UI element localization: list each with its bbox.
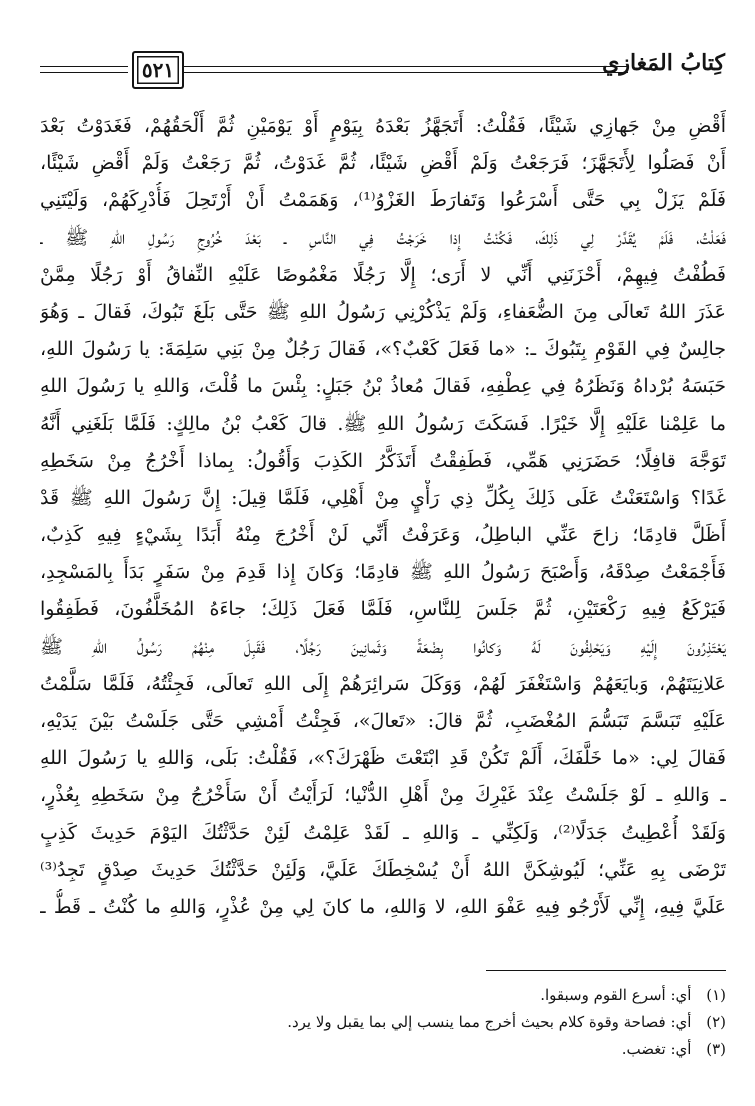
footnote-text: أي: أسرع القوم وسبقوا. bbox=[540, 986, 692, 1004]
text-line: حَبَسَهُ بُرْداهُ وَنَظَرُهُ فِي عِطْفِهِ، فَقالَ مُعاذُ بْنُ جَبَلٍ: بِئْسَ ما قُلْتَ، وَاللهِ يا رَسُولَ اللهِ bbox=[40, 375, 726, 398]
header-rule-left-top bbox=[40, 66, 128, 67]
footnotes bbox=[200, 982, 726, 1063]
text-line: فَطُفْتُ فِيهِمْ، أَحْزَنَنِي أَنِّي لا أَرَى؛ إِلَّا رَجُلًا مَغْمُوصًا عَلَيْهِ النِّفاقُ أَوْ رَجُلًا مِمَّنْ bbox=[40, 263, 726, 286]
text-line: عَلَيَّ فِيهِ، إِنِّي لَأَرْجُو فِيهِ عَفْوَ اللهِ، لا وَاللهِ، ما كانَ لِي مِنْ عُذْرٍ، وَاللهِ ما كُنْتُ ـ قَطُّ ـ bbox=[40, 895, 726, 918]
text-line: عَذَرَ اللهُ تَعالَى مِنَ الضُّعَفاءِ، وَلَمْ يَذْكُرْنِي رَسُولُ اللهِ ﷺ حَتَّى بَلَغَ تَبُوكَ، فَقالَ ـ وَهُوَ bbox=[40, 300, 726, 323]
footnote-number: (٣) bbox=[706, 1040, 726, 1058]
header-rule-right-top bbox=[183, 66, 628, 67]
text-line: فَيَرْكَعُ فِيهِ رَكْعَتَيْنِ، ثُمَّ جَلَسَ لِلنَّاسِ، فَلَمَّا فَعَلَ ذَلِكَ؛ جاءَهُ المُخَلَّفُونَ، فَطَفِقُوا bbox=[40, 598, 726, 621]
text-line: عَلانِيَتَهُمْ، وَبايَعَهُمْ وَاسْتَغْفَرَ لَهُمْ، وَوَكَلَ سَرائِرَهُمْ إِلَى اللهِ تَعالَى، فَجِئْتُهُ، فَلَمَّا سَلَّمْتُ bbox=[40, 672, 726, 695]
book-title: كِتابُ المَغازي bbox=[602, 50, 725, 76]
footnote-separator bbox=[486, 970, 726, 971]
text-line: أَظَلَّ قادِمًا؛ زاحَ عَنِّي الباطِلُ، وَعَرَفْتُ أَنِّي لَنْ أَخْرُجَ مِنْهُ أَبَدًا بِشَيْءٍ فِيهِ كَذِبٌ، bbox=[40, 524, 726, 547]
text-line: أَقْضِ مِنْ جَهازِي شَيْئًا، فَقُلْتُ: أَتَجَهَّزُ بَعْدَهُ بِيَوْمٍ أَوْ يَوْمَيْنِ ثُمَّ أَلْحَقُهُمْ، فَغَدَوْتُ بَعْدَ bbox=[40, 115, 726, 137]
page-number: ٥٢١ bbox=[141, 58, 175, 82]
text-line: فَأَجْمَعْتُ صِدْقَهُ، وَأَصْبَحَ رَسُولُ اللهِ ﷺ قادِمًا؛ وَكانَ إِذا قَدِمَ مِنْ سَفَرٍ بَدَأَ بِالمَسْجِدِ، bbox=[40, 561, 726, 584]
text-line: جالِسٌ فِي القَوْمِ بِتَبُوكَ ـ: «ما فَعَلَ كَعْبٌ؟»، فَقالَ رَجُلٌ مِنْ بَنِي سَلِمَةَ: يا رَسُولَ اللهِ، bbox=[40, 338, 726, 361]
footnote-text: أي: تغضب. bbox=[621, 1040, 692, 1058]
page-header bbox=[40, 48, 725, 94]
main-text bbox=[40, 108, 726, 926]
text-line: عَلَيْهِ تَبَسَّمَ تَبَسُّمَ المُغْضَبِ، ثُمَّ قالَ: «تَعالَ»، فَجِئْتُ أَمْشِي حَتَّى جَلَسْتُ بَيْنَ يَدَيْهِ، bbox=[40, 710, 726, 732]
footnote-number: (١) bbox=[706, 986, 726, 1004]
footnote-item bbox=[200, 1036, 726, 1063]
text-line: يَعْتَذِرُونَ إِلَيْهِ وَيَحْلِفُونَ لَهُ وَكانُوا بِضْعَةً وَثَمانِينَ رَجُلًا، فَقَبِلَ مِنْهُمْ رَسُولُ اللهِ ﷺ bbox=[40, 635, 726, 658]
text-line: ما عَلِمْنا عَلَيْهِ إِلَّا خَيْرًا. فَسَكَتَ رَسُولُ اللهِ ﷺ. قالَ كَعْبُ بْنُ مالِكٍ: فَلَمَّا بَلَغَنِي أَنَّهُ bbox=[40, 412, 726, 435]
text-line: فَلَمْ يَزَلْ بِي حَتَّى أَسْرَعُوا وَتَفارَطَ الغَزْوُ⁽¹⁾، وَهَمَمْتُ أَنْ أَرْتَحِلَ فَأُدْرِكَهُمْ، وَلَيْتَنِي bbox=[40, 189, 726, 212]
text-line: غَدًا؟ وَاسْتَعَنْتُ عَلَى ذَلِكَ بِكُلِّ ذِي رَأْيٍ مِنْ أَهْلِي، فَلَمَّا قِيلَ: إِنَّ رَسُولَ اللهِ ﷺ قَدْ bbox=[40, 486, 726, 509]
text-line: وَلَقَدْ أُعْطِيتُ جَدَلًا⁽²⁾، وَلَكِنِّي ـ وَاللهِ ـ لَقَدْ عَلِمْتُ لَئِنْ حَدَّثْتُكَ اليَوْمَ حَدِيثَ كَذِبٍ bbox=[40, 821, 726, 844]
text-line: تَوَجَّهَ قافِلًا؛ حَضَرَنِي هَمِّي، فَطَفِقْتُ أَتَذَكَّرُ الكَذِبَ وَأَقُولُ: بِماذا أَخْرُجُ مِنْ سَخَطِهِ bbox=[40, 449, 726, 472]
text-line: فَقالَ لِي: «ما خَلَّفَكَ، أَلَمْ تَكُنْ قَدِ ابْتَعْتَ ظَهْرَكَ؟»، فَقُلْتُ: بَلَى، وَاللهِ يا رَسُولَ اللهِ bbox=[40, 747, 726, 770]
page-number-box bbox=[132, 51, 184, 89]
header-rule-right-bottom bbox=[183, 72, 628, 73]
text-line: فَعَلْتُ، فَلَمْ يُقَدَّرْ لِي ذَلِكَ، فَكُنْتُ إِذا خَرَجْتُ فِي النَّاسِ ـ بَعْدَ خُرُوجِ رَسُولِ اللهِ ﷺ ـ bbox=[40, 226, 726, 249]
text-line: تَرْضَى بِهِ عَنِّي؛ لَيُوشِكَنَّ اللهُ أَنْ يُسْخِطَكَ عَلَيَّ، وَلَئِنْ حَدَّثْتُكَ حَدِيثَ صِدْقٍ تَجِدُ⁽³⁾ bbox=[40, 858, 726, 881]
text-line: ـ وَاللهِ ـ لَوْ جَلَسْتُ عِنْدَ غَيْرِكَ مِنْ أَهْلِ الدُّنْيا؛ لَرَأَيْتُ أَنْ سَأَخْرُجُ مِنْ سَخَطِهِ بِعُذْرٍ، bbox=[40, 784, 726, 807]
header-rule-left-bottom bbox=[40, 72, 128, 73]
footnote-text: أي: فصاحة وقوة كلام بحيث أخرج مما ينسب إلي بما يقبل ولا يرد. bbox=[287, 1013, 692, 1031]
footnote-number: (٢) bbox=[706, 1013, 726, 1031]
footnote-item bbox=[200, 1009, 726, 1036]
text-line: أَنْ فَصَلُوا لِأَتَجَهَّزَ؛ فَرَجَعْتُ وَلَمْ أَقْضِ شَيْئًا، ثُمَّ غَدَوْتُ، ثُمَّ رَجَعْتُ وَلَمْ أَقْضِ شَيْئًا، bbox=[40, 152, 726, 175]
footnote-item bbox=[200, 982, 726, 1009]
